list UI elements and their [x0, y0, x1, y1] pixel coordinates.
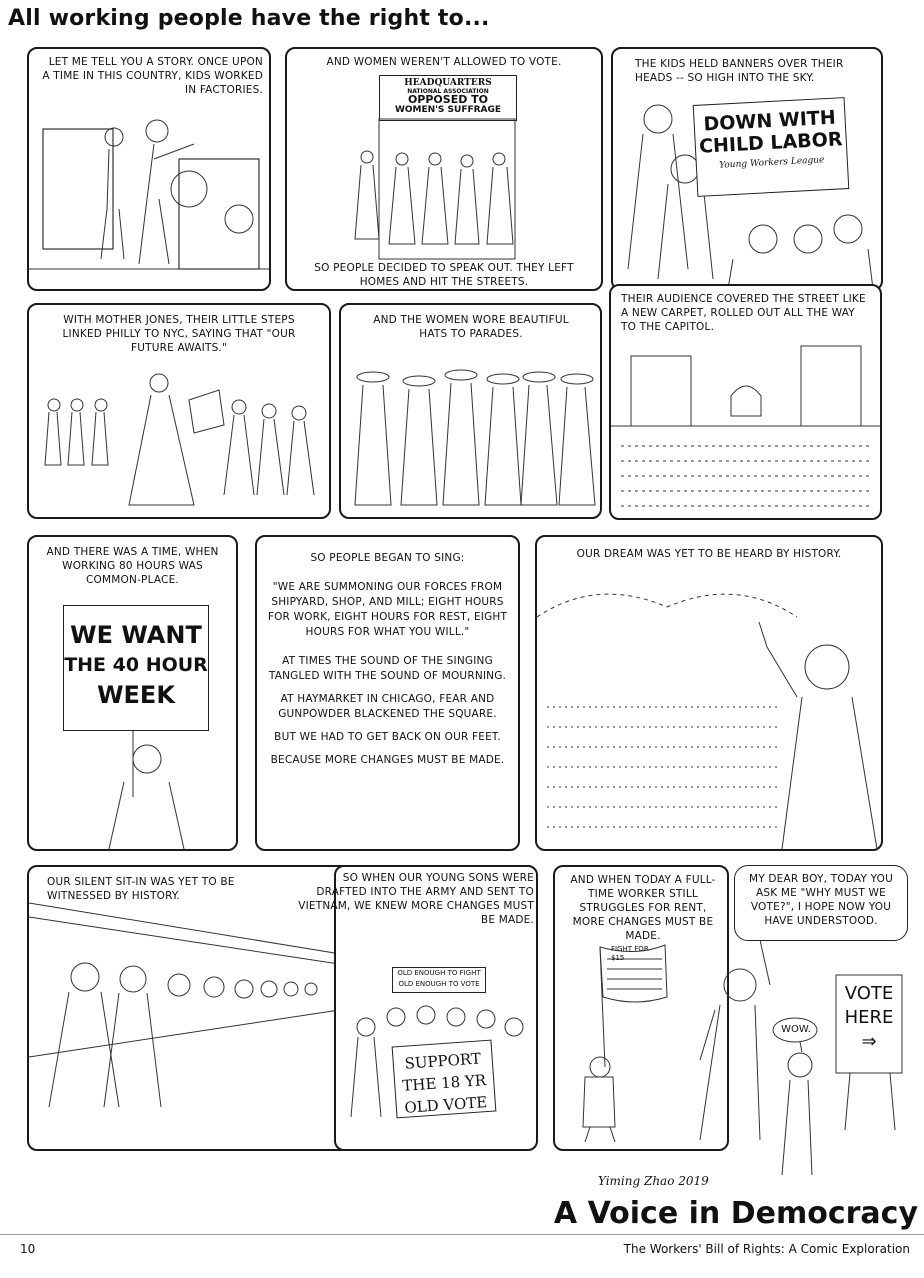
sign-line: HERE — [844, 1007, 894, 1028]
sign-line: OLD ENOUGH TO VOTE — [398, 980, 480, 988]
artist-signature: Yiming Zhao 2019 — [598, 1174, 709, 1188]
panel-caption-bottom: SO PEOPLE DECIDED TO SPEAK OUT. THEY LEFT HOMES AND HIT THE STREETS. — [314, 262, 574, 288]
sign-line: OPPOSED TO — [407, 93, 489, 106]
banner-line: Young Workers League — [719, 155, 825, 171]
panel-caption: OUR SILENT SIT-IN WAS YET TO BE WITNESSED BY HISTORY. — [47, 876, 235, 902]
sign-line: WOMEN'S SUFFRAGE — [394, 105, 502, 115]
banner-line: CHILD LABOR — [698, 128, 844, 158]
speech-text: MY DEAR BOY, TODAY YOU ASK ME "WHY MUST WE VOTE?", I HOPE NOW YOU HAVE UNDERSTOOD. — [748, 873, 894, 927]
panel-caption: OUR DREAM WAS YET TO BE HEARD BY HISTORY. — [576, 548, 842, 560]
panel-caption: WITH MOTHER JONES, THEIR LITTLE STEPS LINKED PHILLY TO NYC, SAYING THAT "OUR FUTURE AWAITS." — [62, 314, 296, 354]
sign-line: WEEK — [97, 681, 175, 709]
caption-line: AT HAYMARKET IN CHICAGO, FEAR AND GUNPOWDER BLACKENED THE SQUARE. — [278, 693, 497, 720]
panel-caption: SO WHEN OUR YOUNG SONS WERE DRAFTED INTO THE ARMY AND SENT TO VIETNAM, WE KNEW MORE CHANGES MUST BE MADE. — [298, 872, 534, 926]
sign-line: VOTE — [844, 983, 894, 1004]
page-title: All working people have the right to... — [8, 6, 490, 31]
sign-line: OLD ENOUGH TO FIGHT — [397, 969, 481, 977]
banner-line: DOWN WITH — [702, 106, 837, 136]
panel-caption: AND WOMEN WEREN'T ALLOWED TO VOTE. — [326, 56, 562, 68]
caption-line: AT TIMES THE SOUND OF THE SINGING TANGLED WITH THE SOUND OF MOURNING. — [268, 655, 507, 682]
panel-caption: AND THERE WAS A TIME, WHEN WORKING 80 HOURS WAS COMMON-PLACE. — [46, 546, 219, 586]
publication-title: The Workers' Bill of Rights: A Comic Exploration — [623, 1242, 910, 1256]
sign-line: THE 40 HOUR — [64, 654, 208, 676]
panel-caption: AND THE WOMEN WORE BEAUTIFUL HATS TO PARADES. — [373, 314, 569, 340]
song-lyrics: "WE ARE SUMMONING OUR FORCES FROM SHIPYARD, SHOP, AND MILL; EIGHT HOURS FOR WORK, EIGHT HOURS FOR REST, EIGHT HOURS FOR WHAT YOU WILL." — [267, 581, 508, 638]
caption-line: BUT WE HAD TO GET BACK ON OUR FEET. — [274, 731, 501, 743]
sign-line: WE WANT — [70, 621, 202, 649]
page-number: 10 — [20, 1242, 36, 1256]
arrow-icon: ⇒ — [861, 1031, 877, 1052]
caption-line: BECAUSE MORE CHANGES MUST BE MADE. — [270, 754, 505, 766]
panel-caption: THEIR AUDIENCE COVERED THE STREET LIKE A NEW CARPET, ROLLED OUT ALL THE WAY TO THE CAPITOL. — [621, 293, 866, 333]
vote-here-sign — [836, 982, 902, 1054]
flag-text: FIGHT FOR $15 — [611, 945, 649, 962]
footer-divider — [0, 1234, 924, 1235]
panel-caption: THE KIDS HELD BANNERS OVER THEIR HEADS -- SO HIGH INTO THE SKY. — [635, 58, 844, 84]
sign-line: HEADQUARTERS — [404, 78, 492, 88]
sign-text: SUPPORT THE 18 YR OLD VOTE — [401, 1049, 488, 1117]
caption-line: SO PEOPLE BEGAN TO SING: — [310, 552, 465, 564]
sign-line: NATIONAL ASSOCIATION — [407, 88, 489, 95]
series-title: A Voice in Democracy — [553, 1196, 918, 1231]
wow-text: WOW. — [781, 1024, 811, 1035]
panel-caption: LET ME TELL YOU A STORY. ONCE UPON A TIME IN THIS COUNTRY, KIDS WORKED IN FACTORIES. — [42, 56, 263, 96]
panel-caption: AND WHEN TODAY A FULL-TIME WORKER STILL STRUGGLES FOR RENT, MORE CHANGES MUST BE MADE. — [570, 874, 716, 942]
